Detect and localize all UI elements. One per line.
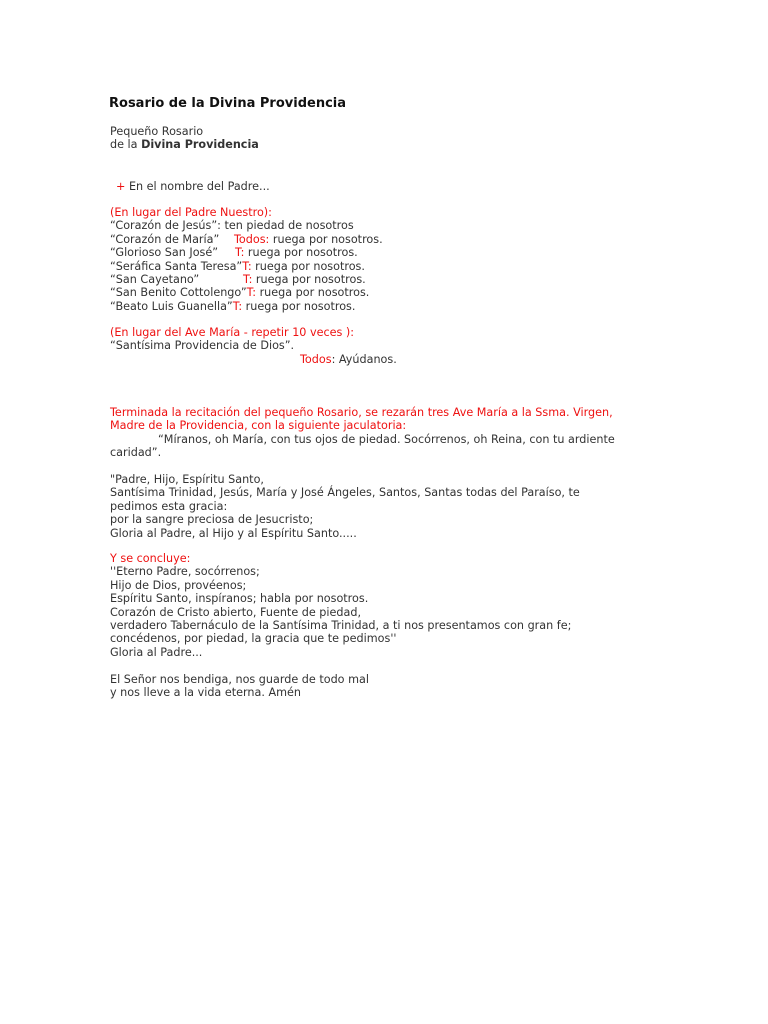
trinity-prayer	[110, 473, 580, 540]
padre-nuestro-heading	[110, 206, 272, 219]
intro-line-2	[110, 138, 259, 151]
invocation-text: “Beato Luis Guanella”	[110, 299, 233, 313]
padre-nuestro-response-1	[234, 233, 383, 246]
trinity-prayer-line: pedimos esta gracia:	[110, 499, 228, 513]
conclusion-line: ''Eterno Padre, socórrenos;	[110, 565, 260, 579]
ave-maria-response	[300, 353, 397, 366]
conclusion-line: Gloria al Padre...	[110, 645, 203, 659]
padre-nuestro-response-2	[235, 246, 358, 259]
response-text: ruega por nosotros.	[242, 299, 356, 313]
padre-nuestro-line-5	[110, 286, 369, 299]
trinity-prayer-line: Santísima Trinidad, Jesús, María y José Ángeles, Santos, Santas todas del Paraíso, te	[110, 486, 580, 500]
padre-nuestro-line-4	[110, 273, 199, 286]
conclusion-line: concédenos, por piedad, la gracia que te pedimos''	[110, 632, 397, 646]
blessing-line: y nos lleve a la vida eterna. Amén	[110, 686, 301, 700]
jaculatoria-line-1: “Míranos, oh María, con tus ojos de piedad. Socórrenos, oh Reina, con tu ardiente	[158, 432, 615, 446]
invocation-text: “San Cayetano”	[110, 273, 200, 286]
response-text: ruega por nosotros.	[251, 259, 365, 273]
trinity-prayer-line: "Padre, Hijo, Espíritu Santo,	[110, 473, 264, 486]
blessing-block	[110, 673, 369, 700]
conclusion-heading-suffix: :	[186, 552, 191, 565]
invocation-text: “San Benito Cottolengo”	[110, 286, 247, 300]
response-marker: T:	[232, 299, 243, 313]
padre-nuestro-line-1	[110, 233, 219, 246]
response-marker: T:	[235, 246, 245, 260]
conclusion-line: Hijo de Dios, provéenos;	[110, 578, 247, 592]
response-marker: T:	[242, 259, 252, 273]
jaculatoria-line-2: caridad”.	[110, 446, 162, 460]
ave-maria-response-text: : Ayúdanos.	[331, 353, 397, 366]
closing-instruction	[110, 406, 613, 433]
conclusion-line: Espíritu Santo, inspíranos; habla por nosotros.	[110, 592, 369, 606]
invocation-text: “Glorioso San José”	[110, 246, 219, 260]
response-text: ruega por nosotros.	[256, 286, 370, 300]
ave-maria-block	[110, 326, 354, 353]
padre-nuestro-line-6	[110, 300, 355, 313]
response-marker: T:	[246, 286, 257, 300]
ave-maria-invocation: “Santísima Providencia de Dios”.	[110, 339, 295, 353]
ave-maria-marker: Todos	[300, 353, 332, 366]
conclusion-line: Corazón de Cristo abierto, Fuente de piedad,	[110, 605, 362, 619]
blessing-line: El Señor nos bendiga, nos guarde de todo mal	[110, 673, 369, 686]
intro-line-2-bold: Divina Providencia	[141, 138, 259, 152]
cross-text: En el nombre del Padre...	[128, 180, 270, 193]
intro-line-1: Pequeño Rosario	[110, 125, 204, 138]
padre-nuestro-line-0	[110, 219, 354, 232]
invocation-text: “Corazón de Jesús”: ten piedad de nosotros	[110, 219, 354, 233]
document-title: Rosario de la Divina Providencia	[109, 96, 347, 111]
invocation-text: “Corazón de María”	[110, 232, 220, 246]
conclusion-block	[110, 552, 571, 659]
conclusion-heading-text: Y se concluye	[110, 552, 187, 565]
intro-line-2-prefix: de la	[110, 138, 142, 152]
response-text: ruega por nosotros.	[269, 232, 383, 246]
padre-nuestro-heading-text: (En lugar del Padre Nuestro):	[110, 206, 272, 219]
trinity-prayer-line: Gloria al Padre, al Hijo y al Espíritu Santo.....	[110, 526, 357, 540]
padre-nuestro-response-4	[243, 273, 366, 286]
padre-nuestro-line-3	[110, 260, 365, 273]
conclusion-line: verdadero Tabernáculo de la Santísima Trinidad, a ti nos presentamos con gran fe;	[110, 618, 572, 632]
response-marker: Todos:	[234, 232, 270, 246]
intro-block	[110, 125, 259, 152]
cross-symbol: +	[116, 180, 126, 193]
invocation-text: “Seráfica Santa Teresa”	[110, 259, 243, 273]
closing-instruction-line-1: Terminada la recitación del pequeño Rosario, se rezarán tres Ave María a la Ssma. Virgen,	[110, 406, 613, 419]
response-text: ruega por nosotros.	[244, 246, 358, 260]
sign-of-cross-line	[116, 180, 270, 193]
conclusion-heading	[110, 552, 571, 565]
closing-instruction-line-2: Madre de la Providencia, con la siguiente jaculatoria:	[110, 419, 407, 433]
response-marker: T:	[243, 273, 253, 286]
ave-maria-heading: (En lugar del Ave María - repetir 10 veces ):	[110, 326, 355, 339]
padre-nuestro-line-2	[110, 246, 218, 259]
response-text: ruega por nosotros.	[252, 273, 366, 286]
trinity-prayer-line: por la sangre preciosa de Jesucristo;	[110, 513, 314, 527]
